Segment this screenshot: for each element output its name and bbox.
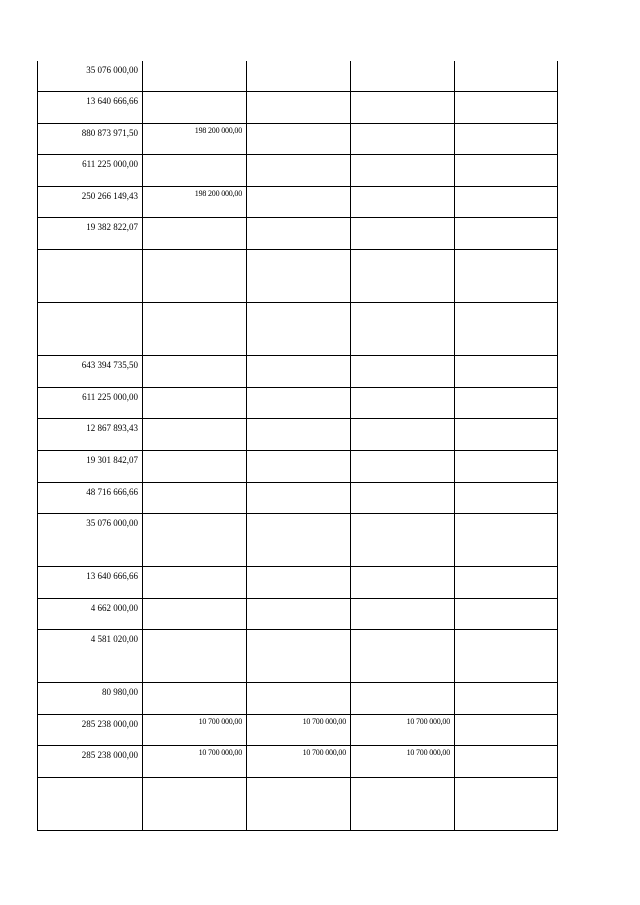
table-cell bbox=[247, 250, 351, 303]
table-row bbox=[38, 155, 558, 187]
allocation-value bbox=[143, 599, 246, 601]
table-cell bbox=[143, 155, 247, 187]
allocation-value bbox=[351, 356, 454, 358]
table-row bbox=[38, 250, 558, 303]
table-cell bbox=[247, 187, 351, 218]
table-cell bbox=[38, 250, 143, 303]
table-cell bbox=[351, 514, 455, 567]
allocation-value bbox=[455, 483, 557, 485]
table-cell bbox=[351, 715, 455, 746]
amount-value: 35 076 000,00 bbox=[86, 518, 138, 528]
table-cell bbox=[455, 356, 558, 388]
allocation-value bbox=[247, 683, 350, 685]
allocation-value bbox=[143, 155, 246, 157]
table-row bbox=[38, 483, 558, 514]
allocation-value bbox=[351, 483, 454, 485]
table-cell bbox=[351, 61, 455, 92]
table-cell bbox=[351, 451, 455, 483]
table-cell bbox=[455, 61, 558, 92]
allocation-value bbox=[247, 599, 350, 601]
table-cell bbox=[143, 715, 247, 746]
allocation-value bbox=[455, 451, 557, 453]
table-cell bbox=[143, 92, 247, 124]
table-row bbox=[38, 303, 558, 356]
allocation-value bbox=[247, 92, 350, 94]
table-cell bbox=[247, 599, 351, 630]
table-cell bbox=[455, 92, 558, 124]
allocation-value bbox=[247, 451, 350, 453]
allocation-value bbox=[455, 778, 557, 780]
allocation-value bbox=[351, 630, 454, 632]
table-cell bbox=[455, 683, 558, 715]
table-cell bbox=[455, 715, 558, 746]
allocation-value bbox=[143, 483, 246, 485]
table-cell bbox=[351, 746, 455, 778]
table-cell bbox=[455, 419, 558, 451]
allocation-value bbox=[247, 356, 350, 358]
table-cell bbox=[247, 388, 351, 419]
allocation-value: 10 700 000,00 bbox=[198, 748, 242, 757]
table-cell bbox=[455, 124, 558, 155]
table-cell bbox=[455, 746, 558, 778]
allocation-value bbox=[143, 514, 246, 516]
allocation-value bbox=[247, 124, 350, 126]
allocation-value bbox=[455, 715, 557, 717]
table-row bbox=[38, 451, 558, 483]
table-cell bbox=[247, 567, 351, 599]
table-cell bbox=[38, 388, 143, 419]
budget-table-body bbox=[38, 61, 558, 831]
allocation-value bbox=[247, 630, 350, 632]
table-cell bbox=[351, 124, 455, 155]
table-cell bbox=[38, 92, 143, 124]
allocation-value bbox=[247, 218, 350, 220]
table-cell bbox=[38, 451, 143, 483]
amount-value bbox=[38, 778, 142, 782]
table-cell bbox=[351, 683, 455, 715]
table-cell bbox=[247, 746, 351, 778]
allocation-value: 10 700 000,00 bbox=[198, 717, 242, 726]
allocation-value: 10 700 000,00 bbox=[406, 717, 450, 726]
allocation-value bbox=[143, 419, 246, 421]
table-cell bbox=[351, 388, 455, 419]
allocation-value bbox=[247, 303, 350, 305]
allocation-value bbox=[247, 483, 350, 485]
table-row bbox=[38, 567, 558, 599]
table-cell bbox=[351, 630, 455, 683]
amount-value: 250 266 149,43 bbox=[81, 191, 138, 201]
allocation-value bbox=[455, 630, 557, 632]
allocation-value bbox=[143, 630, 246, 632]
table-row bbox=[38, 124, 558, 155]
table-row bbox=[38, 92, 558, 124]
amount-value: 13 640 666,66 bbox=[86, 571, 138, 581]
table-cell bbox=[351, 356, 455, 388]
allocation-value bbox=[351, 451, 454, 453]
table-cell bbox=[38, 483, 143, 514]
table-cell bbox=[247, 514, 351, 567]
table-cell bbox=[38, 419, 143, 451]
table-row bbox=[38, 218, 558, 250]
table-cell bbox=[247, 124, 351, 155]
table-cell bbox=[455, 778, 558, 831]
table-cell bbox=[143, 778, 247, 831]
allocation-value bbox=[455, 388, 557, 390]
allocation-value: 198 200 000,00 bbox=[194, 126, 242, 135]
table-cell bbox=[455, 483, 558, 514]
allocation-value bbox=[455, 187, 557, 189]
table-cell bbox=[247, 715, 351, 746]
allocation-value bbox=[143, 250, 246, 252]
table-cell bbox=[38, 746, 143, 778]
allocation-value bbox=[351, 419, 454, 421]
table-cell bbox=[38, 599, 143, 630]
amount-value: 35 076 000,00 bbox=[86, 65, 138, 75]
amount-value: 285 238 000,00 bbox=[81, 750, 138, 760]
table-row bbox=[38, 356, 558, 388]
amount-value bbox=[38, 303, 142, 307]
table-cell bbox=[247, 92, 351, 124]
allocation-value bbox=[455, 567, 557, 569]
table-cell bbox=[143, 630, 247, 683]
allocation-value: 10 700 000,00 bbox=[406, 748, 450, 757]
table-cell bbox=[455, 630, 558, 683]
table-cell bbox=[38, 218, 143, 250]
allocation-value: 198 200 000,00 bbox=[194, 189, 242, 198]
table-cell bbox=[143, 124, 247, 155]
allocation-value bbox=[455, 746, 557, 748]
table-cell bbox=[143, 303, 247, 356]
allocation-value bbox=[247, 61, 350, 63]
allocation-value bbox=[143, 356, 246, 358]
table-cell bbox=[455, 218, 558, 250]
allocation-value bbox=[455, 218, 557, 220]
table-cell bbox=[351, 155, 455, 187]
allocation-value bbox=[455, 356, 557, 358]
table-cell bbox=[38, 155, 143, 187]
allocation-value bbox=[455, 514, 557, 516]
allocation-value bbox=[351, 599, 454, 601]
table-row bbox=[38, 683, 558, 715]
table-cell bbox=[351, 250, 455, 303]
table-cell bbox=[38, 514, 143, 567]
allocation-value bbox=[143, 218, 246, 220]
allocation-value bbox=[247, 155, 350, 157]
allocation-value: 10 700 000,00 bbox=[302, 748, 346, 757]
allocation-value bbox=[351, 514, 454, 516]
allocation-value bbox=[455, 124, 557, 126]
table-cell bbox=[38, 715, 143, 746]
table-cell bbox=[247, 419, 351, 451]
table-cell bbox=[143, 250, 247, 303]
table-cell bbox=[455, 567, 558, 599]
amount-value: 611 225 000,00 bbox=[82, 392, 138, 402]
table-cell bbox=[143, 683, 247, 715]
allocation-value bbox=[143, 303, 246, 305]
allocation-value bbox=[143, 683, 246, 685]
amount-value: 19 382 822,07 bbox=[86, 222, 138, 232]
allocation-value bbox=[143, 778, 246, 780]
table-cell bbox=[455, 250, 558, 303]
table-cell bbox=[455, 451, 558, 483]
table-cell bbox=[455, 388, 558, 419]
table-cell bbox=[38, 630, 143, 683]
table-cell bbox=[351, 303, 455, 356]
allocation-value bbox=[351, 155, 454, 157]
table-cell bbox=[38, 187, 143, 218]
table-cell bbox=[455, 514, 558, 567]
table-cell bbox=[455, 599, 558, 630]
table-row bbox=[38, 388, 558, 419]
allocation-value: 10 700 000,00 bbox=[302, 717, 346, 726]
table-cell bbox=[143, 218, 247, 250]
table-cell bbox=[351, 419, 455, 451]
table-row bbox=[38, 187, 558, 218]
allocation-value bbox=[351, 683, 454, 685]
table-cell bbox=[143, 514, 247, 567]
table-cell bbox=[351, 187, 455, 218]
allocation-value bbox=[143, 451, 246, 453]
table-cell bbox=[455, 155, 558, 187]
allocation-value bbox=[143, 567, 246, 569]
allocation-value bbox=[351, 303, 454, 305]
amount-value: 880 873 971,50 bbox=[81, 128, 138, 138]
allocation-value bbox=[247, 567, 350, 569]
allocation-value bbox=[247, 250, 350, 252]
table-row bbox=[38, 778, 558, 831]
table-row bbox=[38, 715, 558, 746]
amount-value: 611 225 000,00 bbox=[82, 159, 138, 169]
allocation-value bbox=[455, 92, 557, 94]
table-cell bbox=[143, 61, 247, 92]
allocation-value bbox=[455, 155, 557, 157]
allocation-value bbox=[351, 250, 454, 252]
table-cell bbox=[351, 483, 455, 514]
allocation-value bbox=[455, 599, 557, 601]
table-cell bbox=[143, 419, 247, 451]
table-cell bbox=[247, 630, 351, 683]
amount-value bbox=[38, 250, 142, 254]
table-row bbox=[38, 599, 558, 630]
table-cell bbox=[247, 61, 351, 92]
table-cell bbox=[351, 92, 455, 124]
table-cell bbox=[38, 683, 143, 715]
allocation-value bbox=[143, 61, 246, 63]
table-cell bbox=[351, 599, 455, 630]
table-cell bbox=[455, 187, 558, 218]
table-cell bbox=[247, 451, 351, 483]
allocation-value bbox=[351, 124, 454, 126]
amount-value: 4 662 000,00 bbox=[90, 603, 138, 613]
allocation-value bbox=[351, 218, 454, 220]
amount-value: 80 980,00 bbox=[102, 687, 138, 697]
allocation-value bbox=[351, 187, 454, 189]
table-cell bbox=[247, 483, 351, 514]
table-cell bbox=[143, 483, 247, 514]
allocation-value bbox=[247, 388, 350, 390]
table-cell bbox=[455, 303, 558, 356]
allocation-value bbox=[247, 419, 350, 421]
allocation-value bbox=[143, 388, 246, 390]
amount-value: 12 867 893,43 bbox=[86, 423, 138, 433]
amount-value: 285 238 000,00 bbox=[81, 719, 138, 729]
table-cell bbox=[143, 599, 247, 630]
table-cell bbox=[38, 124, 143, 155]
amount-value: 19 301 842,07 bbox=[86, 455, 138, 465]
table-cell bbox=[247, 303, 351, 356]
amount-value: 643 394 735,50 bbox=[81, 360, 138, 370]
table-cell bbox=[247, 218, 351, 250]
table-row bbox=[38, 630, 558, 683]
table-cell bbox=[38, 303, 143, 356]
table-cell bbox=[351, 778, 455, 831]
table-cell bbox=[143, 388, 247, 419]
allocation-value bbox=[247, 187, 350, 189]
table-cell bbox=[351, 567, 455, 599]
table-cell bbox=[247, 356, 351, 388]
table-cell bbox=[143, 187, 247, 218]
table-row bbox=[38, 419, 558, 451]
amount-value: 4 581 020,00 bbox=[90, 634, 138, 644]
allocation-value bbox=[143, 92, 246, 94]
allocation-value bbox=[351, 778, 454, 780]
table-row bbox=[38, 61, 558, 92]
allocation-value bbox=[351, 92, 454, 94]
table-row bbox=[38, 746, 558, 778]
allocation-value bbox=[351, 388, 454, 390]
table-cell bbox=[143, 356, 247, 388]
table-cell bbox=[143, 451, 247, 483]
allocation-value bbox=[455, 250, 557, 252]
table-cell bbox=[247, 778, 351, 831]
allocation-value bbox=[455, 419, 557, 421]
table-cell bbox=[351, 218, 455, 250]
allocation-value bbox=[455, 61, 557, 63]
allocation-value bbox=[455, 303, 557, 305]
table-cell bbox=[247, 683, 351, 715]
allocation-value bbox=[247, 514, 350, 516]
allocation-value bbox=[351, 567, 454, 569]
table-cell bbox=[247, 155, 351, 187]
table-cell bbox=[38, 356, 143, 388]
allocation-value bbox=[455, 683, 557, 685]
allocation-value bbox=[351, 61, 454, 63]
table-cell bbox=[143, 746, 247, 778]
table-row bbox=[38, 514, 558, 567]
table-cell bbox=[38, 61, 143, 92]
amount-value: 48 716 666,66 bbox=[86, 487, 138, 497]
budget-table bbox=[37, 61, 558, 831]
table-cell bbox=[143, 567, 247, 599]
table-cell bbox=[38, 567, 143, 599]
table-cell bbox=[38, 778, 143, 831]
amount-value: 13 640 666,66 bbox=[86, 96, 138, 106]
allocation-value bbox=[247, 778, 350, 780]
